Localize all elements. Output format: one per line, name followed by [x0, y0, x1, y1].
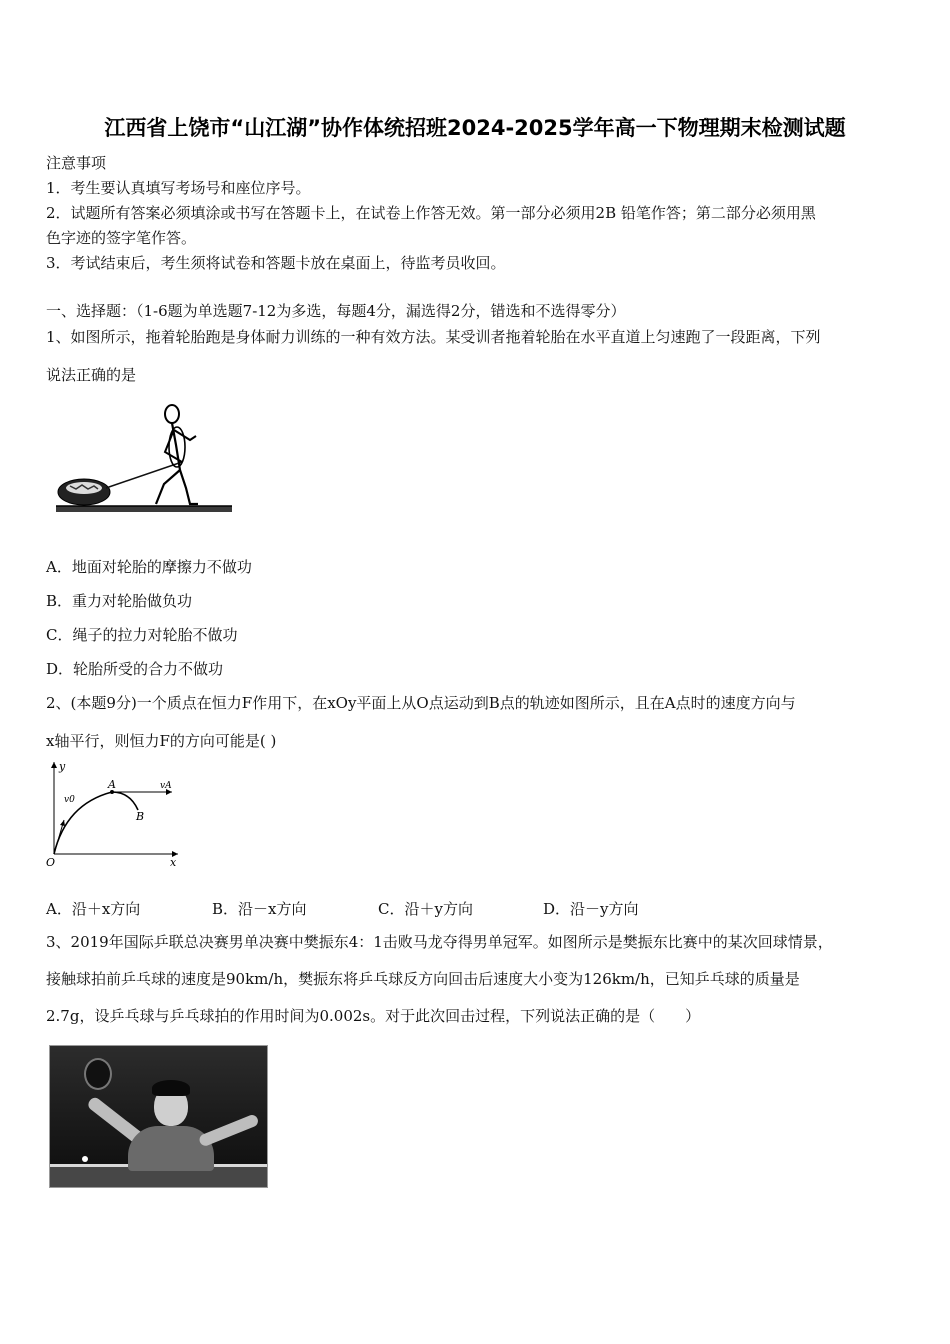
notice-item-2-cont: 色字迹的签字笔作答。: [46, 229, 197, 247]
q3-stem-line1: 3、2019年国际乒联总决赛男单决赛中樊振东4：1击败马龙夺得男单冠军。如图所示是樊振东比赛中的某次回球情景，: [46, 933, 833, 951]
q1-option-a: A．地面对轮胎的摩擦力不做功: [46, 558, 252, 576]
origin-label: O: [46, 856, 56, 866]
q2-stem-line2: x轴平行，则恒力F的方向可能是( ): [46, 732, 277, 750]
notice-heading: 注意事项: [46, 154, 107, 172]
notice-item-2: 2．试题所有答案必须填涂或书写在答题卡上，在试卷上作答无效。第一部分必须用2B 铅笔作答；第二部分必须用黑: [46, 204, 816, 222]
q2-option-b: B．沿－x方向: [212, 900, 307, 918]
q1-option-d: D．轮胎所受的合力不做功: [46, 660, 224, 678]
paddle-icon: [84, 1058, 112, 1090]
tire-drag-figure: [50, 400, 235, 520]
trajectory-figure: [44, 758, 184, 866]
q2-option-a: A．沿＋x方向: [46, 900, 141, 918]
q2-option-d: D．沿－y方向: [543, 900, 639, 918]
photo-player-body: [128, 1126, 214, 1171]
v0-label: v0: [64, 795, 75, 805]
point-a-label: A: [108, 778, 116, 791]
photo-free-arm: [198, 1113, 260, 1147]
section-heading: 一、选择题：（1-6题为单选题7-12为多选，每题4分，漏选得2分，错选和不选得零分）: [46, 302, 626, 320]
table-tennis-photo: [49, 1045, 268, 1188]
q3-stem-line3: 2.7g，设乒乓球与乒乓球拍的作用时间为0.002s。对于此次回击过程，下列说法正确的是（ ）: [46, 1007, 701, 1025]
q2-option-c: C．沿＋y方向: [378, 900, 473, 918]
q2-stem-line1: 2、(本题9分)一个质点在恒力F作用下，在xOy平面上从O点运动到B点的轨迹如图所示，且在A点时的速度方向与: [46, 694, 796, 712]
notice-item-3: 3．考试结束后，考生须将试卷和答题卡放在桌面上，待监考员收回。: [46, 254, 506, 272]
y-axis-label: y: [59, 760, 66, 773]
q3-stem-line2: 接触球拍前乒乓球的速度是90km/h，樊振东将乒乓球反方向回击后速度大小变为126km/h，已知乒乓球的质量是: [46, 970, 800, 988]
point-b-label: B: [136, 810, 145, 823]
x-axis-label: x: [170, 856, 177, 866]
notice-item-1: 1．考生要认真填写考场号和座位序号。: [46, 179, 311, 197]
va-label: vA: [160, 781, 172, 791]
photo-player-hair: [152, 1080, 190, 1096]
page-title: 江西省上饶市“山江湖”协作体统招班2024-2025学年高一下物理期末检测试题: [104, 116, 846, 140]
q1-stem-line2: 说法正确的是: [46, 366, 137, 384]
q1-option-c: C．绳子的拉力对轮胎不做功: [46, 626, 238, 644]
q1-option-b: B．重力对轮胎做负功: [46, 592, 193, 610]
q1-stem-line1: 1、如图所示，拖着轮胎跑是身体耐力训练的一种有效方法。某受训者拖着轮胎在水平直道上匀速跑了一段距离，下列: [46, 328, 821, 346]
ball-icon: [82, 1156, 88, 1162]
